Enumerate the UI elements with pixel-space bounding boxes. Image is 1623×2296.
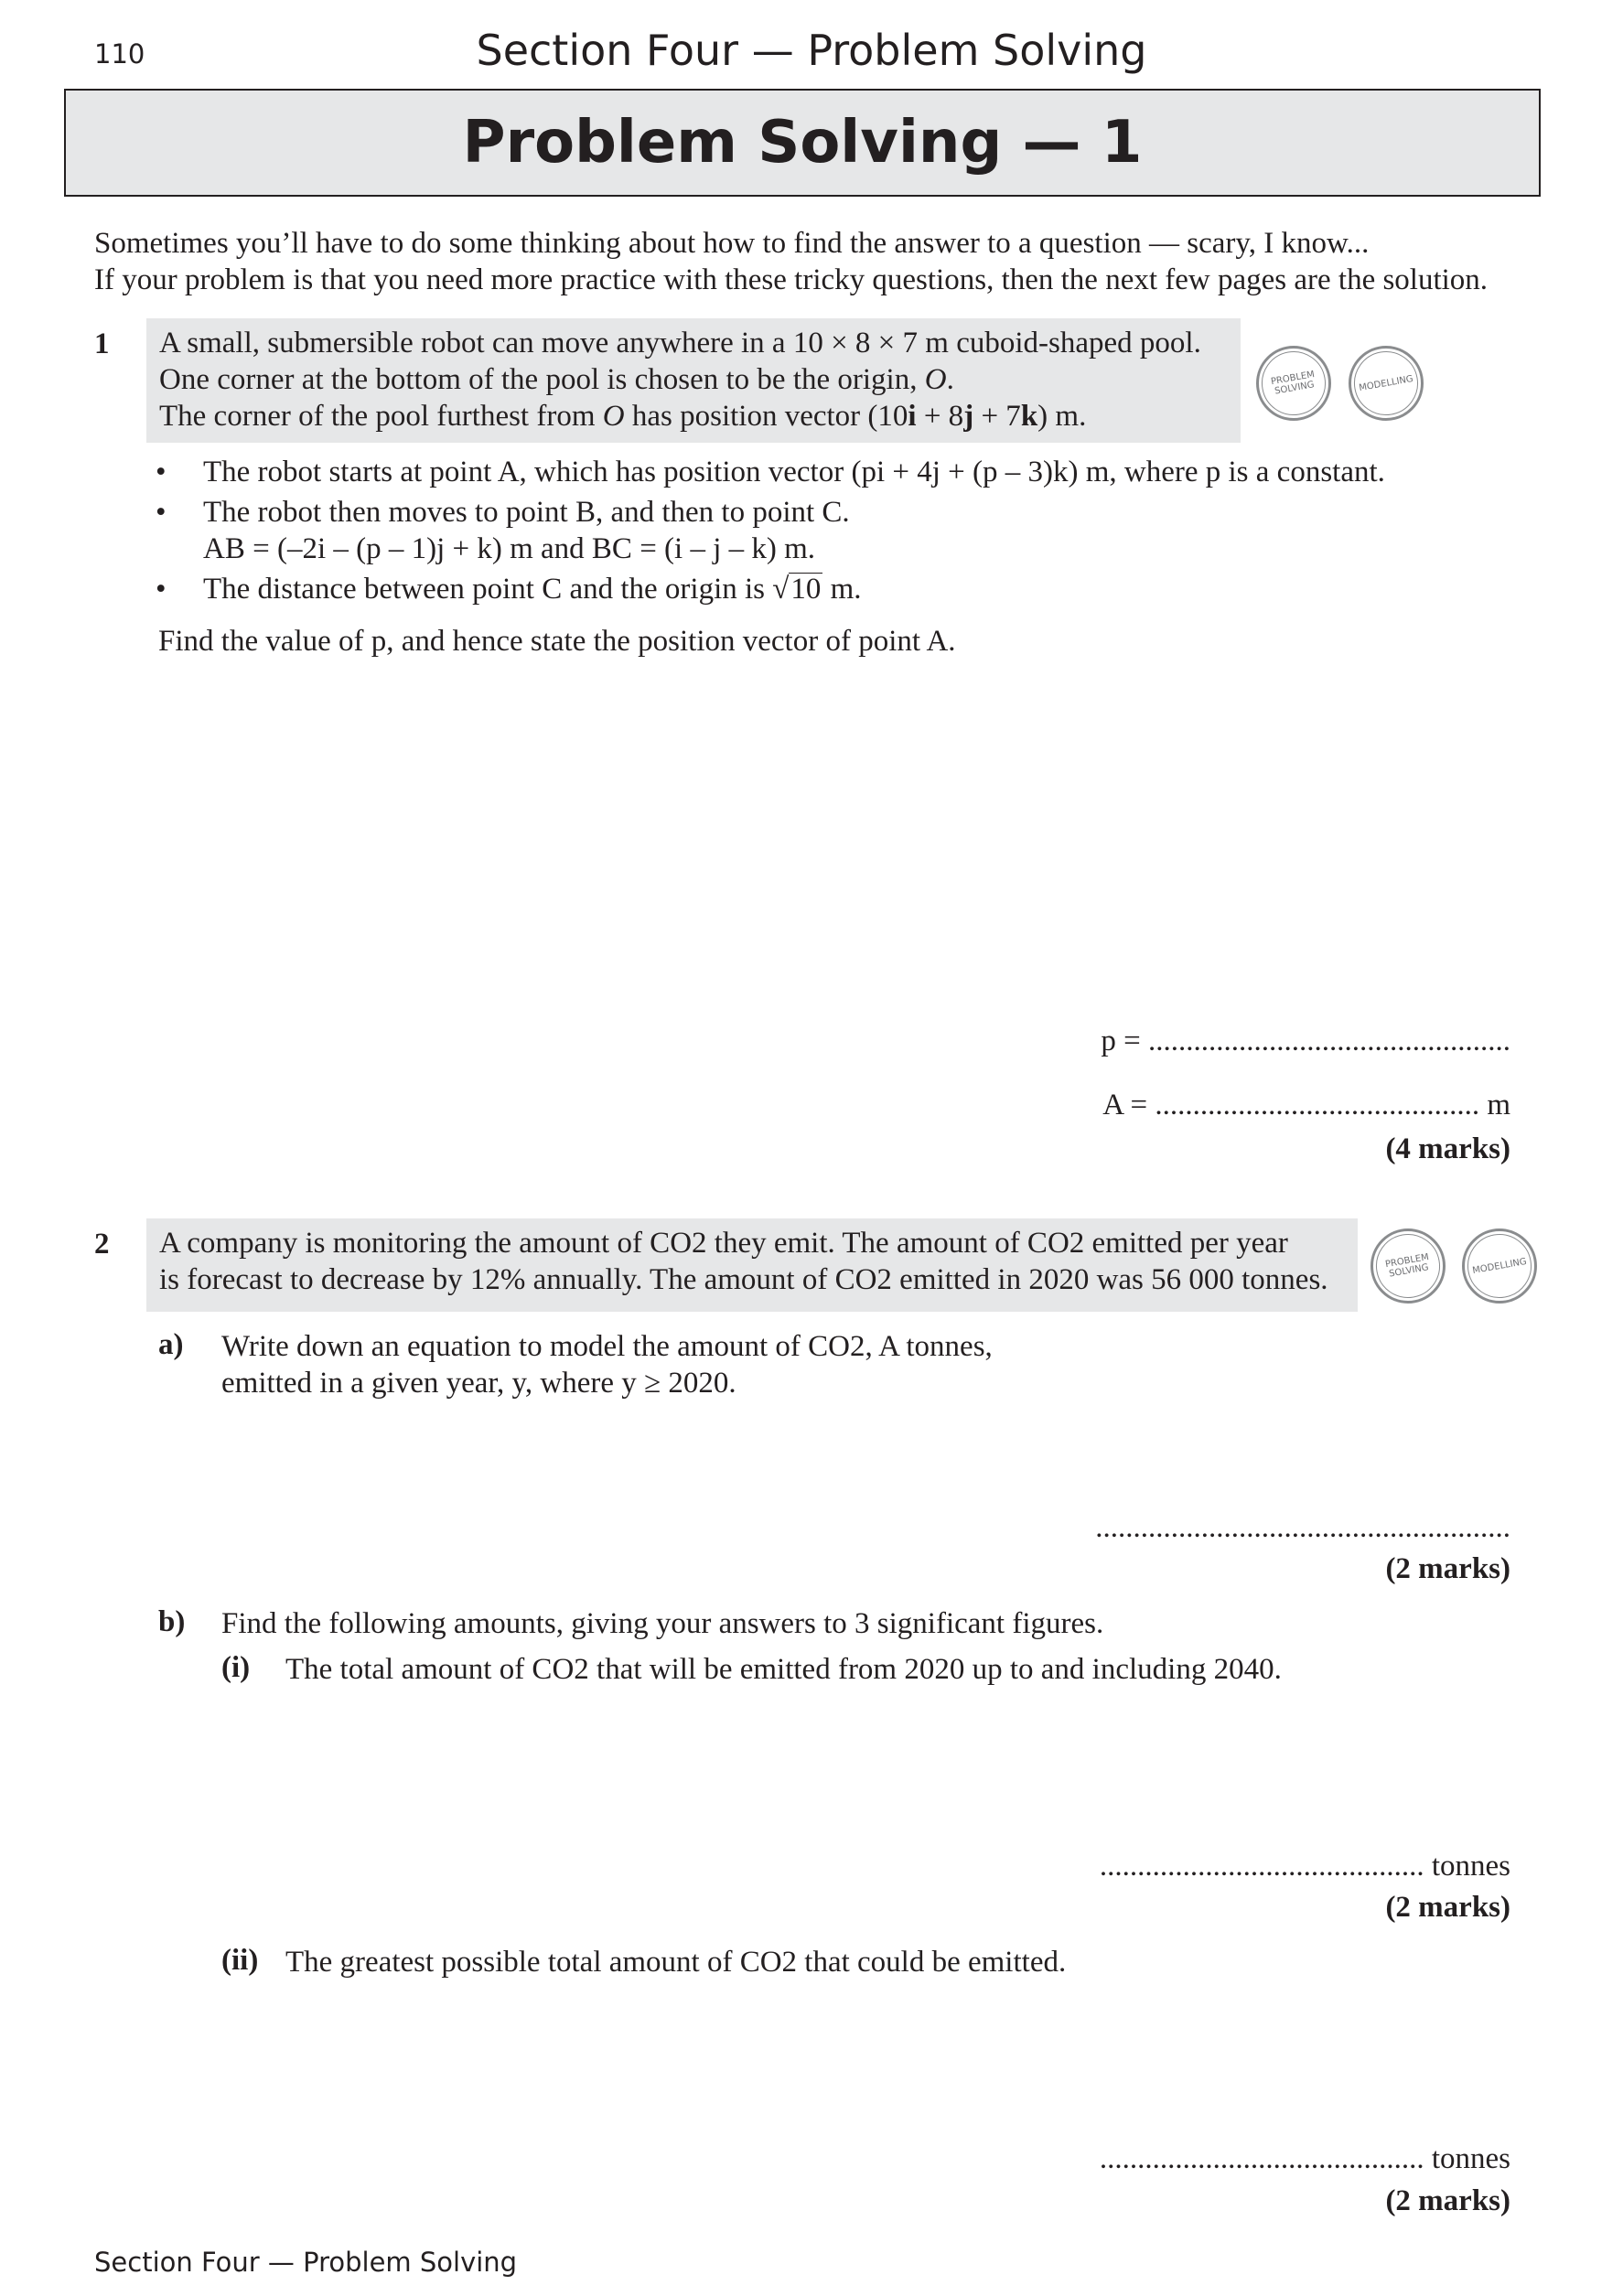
question-1-bullets (156, 454, 1385, 607)
question-1-number: 1 (94, 327, 110, 360)
modelling-badge-label-2: MODELLING (1462, 1228, 1536, 1303)
q2-part-bi-label: (i) (221, 1651, 251, 1684)
q1-answer-a: A = ........................................... m (1102, 1089, 1510, 1121)
modelling-badge-icon-2 (1462, 1228, 1537, 1304)
intro-line-2: If your problem is that you need more practice with these tricky questions, then the next few pages are the solution. (94, 263, 1489, 296)
q2-part-a-text (221, 1328, 993, 1401)
question-1-prompt: Find the value of p, and hence state the position vector of point A. (158, 625, 956, 658)
q1-bullet-2: • The robot then moves to point B, and then to point C. (156, 496, 850, 529)
section-header: Section Four — Problem Solving (476, 26, 1147, 75)
q2-part-bii-label: (ii) (221, 1944, 259, 1977)
q2-part-bi-text: The total amount of CO2 that will be emitted from 2020 up to and including 2040. (285, 1653, 1282, 1686)
q2-a-line-1: Write down an equation to model the amount of CO2, A tonnes, (221, 1330, 993, 1363)
q2-part-b-label: b) (158, 1605, 186, 1638)
q2-a-marks: (2 marks) (1385, 1552, 1510, 1585)
q1-box-line-2: One corner at the bottom of the pool is chosen to be the origin, O. (159, 363, 954, 396)
problem-solving-badge-icon-2 (1370, 1228, 1446, 1304)
q1-bullet-3: • The distance between point C and the origin is √10 m. (156, 573, 862, 606)
question-1-context-box (146, 318, 1241, 443)
q2-bii-marks: (2 marks) (1385, 2184, 1510, 2217)
q2-part-bii-text: The greatest possible total amount of CO2 that could be emitted. (285, 1946, 1067, 1979)
problem-solving-badge-label-2: PROBLEM SOLVING (1370, 1228, 1445, 1303)
problem-solving-badge-icon (1256, 346, 1331, 421)
problem-solving-badge-label: PROBLEM SOLVING (1256, 346, 1330, 420)
q2-bii-answer-line: ........................................... tonnes (1099, 2142, 1510, 2175)
page-footer: Section Four — Problem Solving (94, 2247, 518, 2278)
q2-bi-answer-line: ........................................... tonnes (1099, 1850, 1510, 1883)
q2-a-answer-line: ....................................................... (1095, 1511, 1510, 1544)
modelling-badge-label: MODELLING (1349, 346, 1423, 420)
page-title: Problem Solving — 1 (462, 109, 1143, 177)
q2-part-b-text: Find the following amounts, giving your answers to 3 significant figures. (221, 1607, 1104, 1640)
q1-box-line-1: A small, submersible robot can move anywhere in a 10 × 8 × 7 m cuboid-shaped pool. (159, 327, 1201, 359)
q1-answer-p: p = ................................................ (1101, 1025, 1510, 1057)
q2-a-line-2: emitted in a given year, y, where y ≥ 2020. (221, 1367, 736, 1400)
intro-line-1: Sometimes you’ll have to do some thinking about how to find the answer to a question — scary, I know... (94, 227, 1370, 260)
q2-bi-marks: (2 marks) (1385, 1891, 1510, 1924)
q1-box-line-3: The corner of the pool furthest from O has position vector (10i + 8j + 7k) m. (159, 400, 1087, 433)
title-banner (64, 89, 1541, 197)
question-2-context-box (146, 1218, 1358, 1312)
q1-bullet-2-vectors: AB = (–2i – (p – 1)j + k) m and BC = (i – j – k) m. (203, 532, 816, 565)
q2-box-line-2: is forecast to decrease by 12% annually. The amount of CO2 emitted in 2020 was 56 000 tonnes. (159, 1263, 1328, 1296)
q2-part-a-label: a) (158, 1328, 184, 1361)
intro-text (94, 225, 1488, 298)
q1-bullet-1: • The robot starts at point A, which has position vector (pi + 4j + (p – 3)k) m, where p is a constant. (156, 456, 1385, 488)
q1-marks: (4 marks) (1385, 1132, 1510, 1165)
page-number: 110 (94, 38, 145, 70)
question-2-number: 2 (94, 1228, 110, 1261)
q2-box-line-1: A company is monitoring the amount of CO2 they emit. The amount of CO2 emitted per year (159, 1227, 1288, 1260)
modelling-badge-icon (1349, 346, 1424, 421)
